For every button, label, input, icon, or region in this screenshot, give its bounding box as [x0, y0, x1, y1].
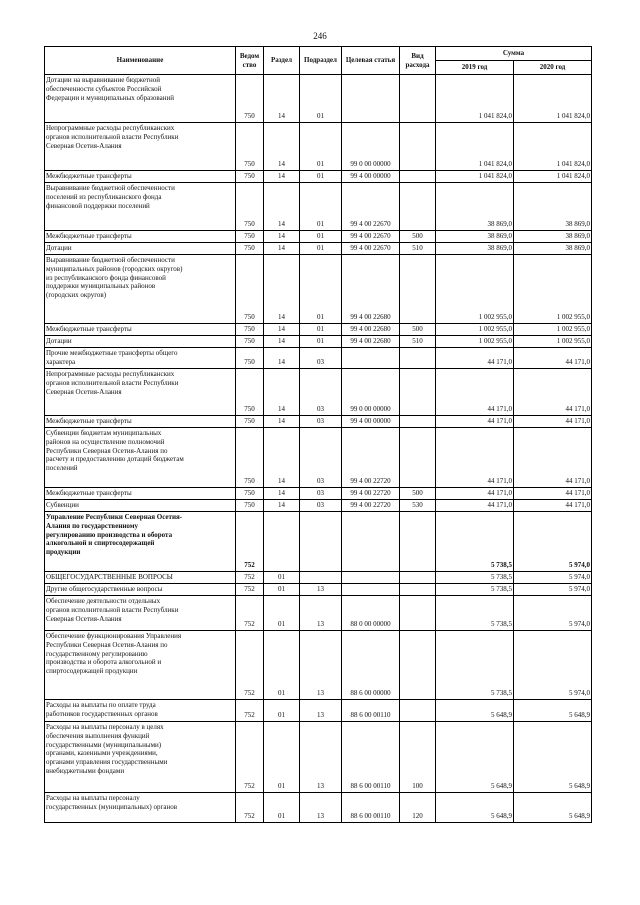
header-2019: 2019 год — [436, 61, 514, 75]
row-celevaya: 88 6 00 00110 — [342, 700, 400, 722]
header-2020: 2020 год — [514, 61, 592, 75]
row-vid — [400, 512, 436, 572]
row-vid: 500 — [400, 488, 436, 500]
row-sum-2019: 5 648,9 — [436, 793, 514, 823]
row-sum-2020: 38 869,0 — [514, 243, 592, 255]
row-sum-2019: 5 738,5 — [436, 596, 514, 631]
row-vid — [400, 348, 436, 369]
header-summa: Сумма — [436, 47, 592, 61]
row-podrazdel: 01 — [300, 75, 342, 123]
row-ved: 752 — [236, 631, 264, 700]
row-name: Субвенции — [45, 500, 236, 512]
row-sum-2019: 1 041 824,0 — [436, 75, 514, 123]
row-podrazdel: 13 — [300, 631, 342, 700]
row-razdel: 14 — [264, 369, 300, 416]
row-sum-2019: 1 002 955,0 — [436, 336, 514, 348]
row-celevaya: 99 4 00 22670 — [342, 243, 400, 255]
row-podrazdel: 13 — [300, 722, 342, 793]
table-row — [45, 722, 592, 793]
row-vid: 100 — [400, 722, 436, 793]
row-ved: 752 — [236, 700, 264, 722]
row-name: Расходы на выплаты персоналу в целях обеспечения выполнения функций государственными (муниципальными) органами, казенными учреждениями, органами управления государственными внебюджетными фондами — [45, 722, 236, 793]
row-ved: 750 — [236, 428, 264, 488]
table-row — [45, 123, 592, 171]
row-vid — [400, 369, 436, 416]
table-body — [45, 75, 592, 823]
header-name: Наименование — [45, 47, 236, 75]
row-sum-2020: 1 041 824,0 — [514, 171, 592, 183]
row-celevaya — [342, 584, 400, 596]
row-razdel: 14 — [264, 500, 300, 512]
row-razdel — [264, 512, 300, 572]
table-row — [45, 255, 592, 324]
row-celevaya: 99 4 00 22670 — [342, 231, 400, 243]
row-razdel: 01 — [264, 722, 300, 793]
row-celevaya: 99 4 00 00000 — [342, 416, 400, 428]
row-celevaya: 99 4 00 22720 — [342, 428, 400, 488]
row-sum-2020: 5 974,0 — [514, 512, 592, 572]
table-row — [45, 500, 592, 512]
row-vid — [400, 572, 436, 584]
row-sum-2020: 44 171,0 — [514, 416, 592, 428]
row-sum-2020: 5 974,0 — [514, 572, 592, 584]
row-sum-2019: 38 869,0 — [436, 183, 514, 231]
row-name: Непрограммные расходы республиканских органов исполнительной власти Республики Северная Осетия-Алания — [45, 123, 236, 171]
row-celevaya: 88 0 00 00000 — [342, 596, 400, 631]
row-razdel: 14 — [264, 416, 300, 428]
row-sum-2020: 5 648,9 — [514, 793, 592, 823]
row-celevaya — [342, 512, 400, 572]
row-vid — [400, 171, 436, 183]
header-celevaya: Целевая статья — [342, 47, 400, 75]
row-name: Другие общегосударственные вопросы — [45, 584, 236, 596]
row-celevaya: 88 6 00 00110 — [342, 793, 400, 823]
row-razdel: 14 — [264, 255, 300, 324]
row-podrazdel: 03 — [300, 416, 342, 428]
row-podrazdel: 13 — [300, 596, 342, 631]
row-celevaya: 99 0 00 00000 — [342, 369, 400, 416]
row-sum-2020: 1 002 955,0 — [514, 324, 592, 336]
row-vid — [400, 416, 436, 428]
row-sum-2019: 5 738,5 — [436, 512, 514, 572]
row-sum-2020: 44 171,0 — [514, 500, 592, 512]
row-sum-2019: 5 738,5 — [436, 572, 514, 584]
row-sum-2020: 5 974,0 — [514, 631, 592, 700]
row-ved: 752 — [236, 572, 264, 584]
row-name: Межбюджетные трансферты — [45, 171, 236, 183]
row-ved: 750 — [236, 183, 264, 231]
row-sum-2020: 5 648,9 — [514, 700, 592, 722]
row-name: Дотации — [45, 243, 236, 255]
row-razdel: 01 — [264, 572, 300, 584]
row-sum-2020: 1 002 955,0 — [514, 255, 592, 324]
table-row — [45, 183, 592, 231]
row-name: Дотации — [45, 336, 236, 348]
row-podrazdel: 13 — [300, 793, 342, 823]
row-razdel: 01 — [264, 700, 300, 722]
row-podrazdel: 13 — [300, 584, 342, 596]
table-row — [45, 596, 592, 631]
row-razdel: 14 — [264, 428, 300, 488]
row-sum-2019: 5 648,9 — [436, 722, 514, 793]
page-number: 246 — [313, 31, 327, 41]
row-sum-2019: 5 648,9 — [436, 700, 514, 722]
row-razdel: 01 — [264, 596, 300, 631]
table-row — [45, 631, 592, 700]
row-razdel: 01 — [264, 584, 300, 596]
table-row — [45, 700, 592, 722]
row-celevaya: 99 4 00 22680 — [342, 255, 400, 324]
table-row — [45, 243, 592, 255]
row-celevaya: 99 4 00 00000 — [342, 171, 400, 183]
row-name: Межбюджетные трансферты — [45, 231, 236, 243]
row-sum-2020: 38 869,0 — [514, 231, 592, 243]
row-razdel: 01 — [264, 631, 300, 700]
row-celevaya: 99 4 00 22720 — [342, 488, 400, 500]
row-sum-2019: 5 738,5 — [436, 631, 514, 700]
row-vid: 120 — [400, 793, 436, 823]
row-celevaya: 88 6 00 00110 — [342, 722, 400, 793]
row-name: Субвенции бюджетам муниципальных районов на осуществление полномочий Республики Северная Осетия-Алания по расчету и предоставлению дотаций бюджетам поселений — [45, 428, 236, 488]
budget-table — [44, 46, 592, 823]
row-name: Выравнивание бюджетной обеспеченности муниципальных районов (городских округов) из республиканского фонда финансовой поддержки муниципальных районов (городских округов) — [45, 255, 236, 324]
row-sum-2020: 38 869,0 — [514, 183, 592, 231]
row-razdel: 14 — [264, 243, 300, 255]
row-podrazdel: 01 — [300, 255, 342, 324]
row-podrazdel: 03 — [300, 348, 342, 369]
row-name: ОБЩЕГОСУДАРСТВЕННЫЕ ВОПРОСЫ — [45, 572, 236, 584]
table-row — [45, 75, 592, 123]
row-vid — [400, 631, 436, 700]
row-vid: 510 — [400, 336, 436, 348]
row-name: Прочие межбюджетные трансферты общего характера — [45, 348, 236, 369]
row-name: Межбюджетные трансферты — [45, 416, 236, 428]
table-row — [45, 584, 592, 596]
table-row — [45, 369, 592, 416]
row-ved: 750 — [236, 488, 264, 500]
row-ved: 750 — [236, 416, 264, 428]
row-sum-2019: 1 041 824,0 — [436, 171, 514, 183]
row-ved: 750 — [236, 255, 264, 324]
row-ved: 752 — [236, 512, 264, 572]
table-row — [45, 793, 592, 823]
row-ved: 750 — [236, 324, 264, 336]
row-celevaya: 99 4 00 22720 — [342, 500, 400, 512]
row-celevaya: 88 6 00 00000 — [342, 631, 400, 700]
header-vid: Вид расхода — [400, 47, 436, 75]
row-ved: 752 — [236, 584, 264, 596]
row-sum-2019: 38 869,0 — [436, 243, 514, 255]
row-sum-2019: 1 041 824,0 — [436, 123, 514, 171]
row-name: Дотации на выравнивание бюджетной обеспеченности субъектов Российской Федерации и муниципальных образований — [45, 75, 236, 123]
row-razdel: 14 — [264, 348, 300, 369]
header-podrazdel: Подраздел — [300, 47, 342, 75]
row-podrazdel — [300, 512, 342, 572]
row-razdel: 14 — [264, 171, 300, 183]
row-podrazdel: 03 — [300, 488, 342, 500]
row-celevaya: 99 4 00 22680 — [342, 336, 400, 348]
row-name: Непрограммные расходы республиканских органов исполнительной власти Республики Северная Осетия-Алания — [45, 369, 236, 416]
row-ved: 750 — [236, 75, 264, 123]
row-sum-2020: 44 171,0 — [514, 348, 592, 369]
row-sum-2020: 5 974,0 — [514, 584, 592, 596]
header-razdel: Раздел — [264, 47, 300, 75]
row-ved: 750 — [236, 500, 264, 512]
row-razdel: 14 — [264, 123, 300, 171]
row-ved: 750 — [236, 369, 264, 416]
row-sum-2019: 38 869,0 — [436, 231, 514, 243]
row-sum-2020: 1 041 824,0 — [514, 75, 592, 123]
table-row — [45, 336, 592, 348]
row-sum-2019: 1 002 955,0 — [436, 255, 514, 324]
row-vid — [400, 255, 436, 324]
row-vid — [400, 183, 436, 231]
row-sum-2019: 5 738,5 — [436, 584, 514, 596]
row-sum-2019: 44 171,0 — [436, 348, 514, 369]
row-sum-2020: 44 171,0 — [514, 488, 592, 500]
row-sum-2020: 5 974,0 — [514, 596, 592, 631]
row-ved: 750 — [236, 231, 264, 243]
table-row — [45, 348, 592, 369]
row-razdel: 01 — [264, 793, 300, 823]
row-sum-2019: 44 171,0 — [436, 500, 514, 512]
row-ved: 750 — [236, 123, 264, 171]
table-row — [45, 171, 592, 183]
row-podrazdel: 01 — [300, 231, 342, 243]
row-ved: 750 — [236, 171, 264, 183]
row-podrazdel: 01 — [300, 123, 342, 171]
row-ved: 752 — [236, 793, 264, 823]
row-podrazdel: 01 — [300, 324, 342, 336]
row-celevaya: 99 4 00 22670 — [342, 183, 400, 231]
row-celevaya: 99 0 00 00000 — [342, 123, 400, 171]
row-name: Расходы на выплаты персоналу государственных (муниципальных) органов — [45, 793, 236, 823]
row-razdel: 14 — [264, 336, 300, 348]
row-vid — [400, 584, 436, 596]
row-sum-2020: 1 002 955,0 — [514, 336, 592, 348]
row-razdel: 14 — [264, 488, 300, 500]
row-podrazdel: 01 — [300, 183, 342, 231]
row-vid: 500 — [400, 324, 436, 336]
row-vid: 510 — [400, 243, 436, 255]
row-podrazdel: 01 — [300, 336, 342, 348]
row-vid — [400, 428, 436, 488]
row-name: Обеспечение деятельности отдельных органов исполнительной власти Республики Северная Осетия-Алания — [45, 596, 236, 631]
row-podrazdel: 01 — [300, 243, 342, 255]
row-podrazdel: 01 — [300, 171, 342, 183]
row-sum-2020: 1 041 824,0 — [514, 123, 592, 171]
table-row — [45, 572, 592, 584]
table-row — [45, 324, 592, 336]
row-vid: 530 — [400, 500, 436, 512]
row-ved: 752 — [236, 596, 264, 631]
row-podrazdel: 13 — [300, 700, 342, 722]
table-row — [45, 512, 592, 572]
row-name: Управление Республики Северная Осетия- Алания по государственному регулированию производства и оборота алкогольной и спиртосодержащей продукции — [45, 512, 236, 572]
row-ved: 750 — [236, 243, 264, 255]
row-sum-2019: 44 171,0 — [436, 488, 514, 500]
row-podrazdel: 03 — [300, 500, 342, 512]
row-vid — [400, 75, 436, 123]
row-vid — [400, 700, 436, 722]
row-razdel: 14 — [264, 183, 300, 231]
row-name: Межбюджетные трансферты — [45, 488, 236, 500]
row-sum-2020: 5 648,9 — [514, 722, 592, 793]
row-sum-2019: 44 171,0 — [436, 369, 514, 416]
row-name: Обеспечение функционирования Управления Республики Северная Осетия-Алания по государственному регулированию производства и оборота алкогольной и спиртосодержащей продукции — [45, 631, 236, 700]
row-vid — [400, 596, 436, 631]
row-ved: 750 — [236, 336, 264, 348]
row-ved: 750 — [236, 348, 264, 369]
table-row — [45, 231, 592, 243]
row-razdel: 14 — [264, 231, 300, 243]
row-sum-2020: 44 171,0 — [514, 369, 592, 416]
row-name: Выравнивание бюджетной обеспеченности поселений из республиканского фонда финансовой поддержки поселений — [45, 183, 236, 231]
row-vid — [400, 123, 436, 171]
row-name: Расходы на выплаты по оплате труда работников государственных органов — [45, 700, 236, 722]
header-ved: Ведом ство — [236, 47, 264, 75]
row-celevaya — [342, 75, 400, 123]
row-celevaya — [342, 572, 400, 584]
table-row — [45, 488, 592, 500]
row-sum-2019: 1 002 955,0 — [436, 324, 514, 336]
row-celevaya: 99 4 00 22680 — [342, 324, 400, 336]
row-name: Межбюджетные трансферты — [45, 324, 236, 336]
row-sum-2019: 44 171,0 — [436, 428, 514, 488]
row-razdel: 14 — [264, 75, 300, 123]
table-row — [45, 428, 592, 488]
row-sum-2019: 44 171,0 — [436, 416, 514, 428]
row-celevaya — [342, 348, 400, 369]
row-vid: 500 — [400, 231, 436, 243]
row-podrazdel — [300, 572, 342, 584]
row-podrazdel: 03 — [300, 369, 342, 416]
table-row — [45, 416, 592, 428]
row-sum-2020: 44 171,0 — [514, 428, 592, 488]
row-podrazdel: 03 — [300, 428, 342, 488]
row-razdel: 14 — [264, 324, 300, 336]
row-ved: 752 — [236, 722, 264, 793]
